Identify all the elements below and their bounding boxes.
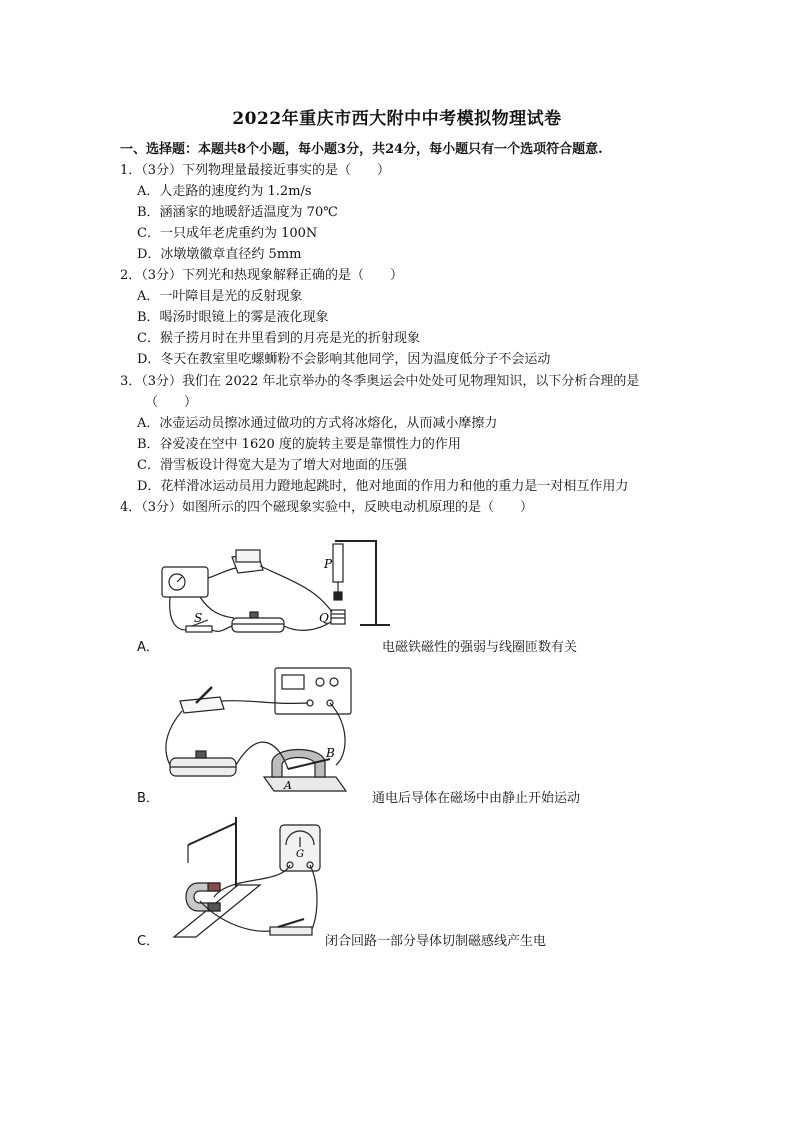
spring-scale-icon — [333, 544, 343, 582]
label-p: P — [324, 557, 333, 571]
q1-option-a: A．人走路的速度约为 1.2m/s — [137, 184, 312, 199]
q1-stem: 1．（3分）下列物理量最接近事实的是（ ） — [120, 163, 391, 178]
section-heading: 一、选择题：本题共8个小题，每小题3分，共24分，每小题只有一个选项符合题意. — [120, 142, 603, 157]
figure-c-caption: 闭合回路一部分导体切制磁感线产生电 — [325, 934, 547, 949]
figure-b-caption: 通电后导体在磁场中由静止开始运动 — [372, 791, 581, 806]
switch-icon — [186, 626, 212, 632]
galvanometer-icon — [280, 825, 320, 871]
q3-option-d: D．花样滑冰运动员用力蹬地起跳时，他对地面的作用力和他的重力是一对相互作用力 — [137, 479, 629, 494]
q1-option-b: B．涵涵家的地暖舒适温度为 70℃ — [137, 205, 338, 220]
q4-stem: 4．（3分）如图所示的四个磁现象实验中，反映电动机原理的是（ ） — [120, 500, 534, 515]
q1-option-c: C．一只成年老虎重约为 100N — [137, 226, 318, 241]
q3-stem-continued: （ ） — [145, 395, 198, 410]
q2-option-b: B．喝汤时眼镜上的雾是液化现象 — [137, 310, 329, 325]
q2-option-a: A．一叶障目是光的反射现象 — [137, 289, 303, 304]
label-b: B — [326, 746, 335, 760]
switch-icon — [180, 697, 224, 713]
magnet-base-icon — [264, 777, 346, 791]
q3-option-a: A．冰壶运动员擦冰通过做功的方式将冰熔化，从而减小摩擦力 — [137, 416, 498, 431]
figure-b-motor-principle — [160, 665, 360, 795]
q2-option-c: C．猴子捞月时在井里看到的月亮是光的折射现象 — [137, 331, 420, 346]
q3-stem: 3．（3分）我们在 2022 年北京举办的冬季奥运会中处处可见物理知识，以下分析合理的是 — [120, 374, 640, 389]
label-a: A — [284, 779, 292, 792]
label-g: G — [296, 849, 304, 860]
figure-b-letter: B． — [137, 791, 159, 806]
figure-a-caption: 电磁铁磁性的强弱与线圈匝数有关 — [382, 640, 578, 655]
stand-icon — [188, 823, 236, 845]
electromagnet-icon — [331, 610, 345, 624]
q2-option-d: D．冬天在教室里吃螺蛳粉不会影响其他同学，因为温度低分子不会运动 — [137, 352, 551, 367]
figure-a-letter: A． — [137, 640, 159, 655]
rheostat-icon — [232, 618, 284, 632]
q2-stem: 2．（3分）下列光和热现象解释正确的是（ ） — [120, 268, 404, 283]
magnet-icon — [272, 750, 325, 778]
figure-c-letter: C． — [137, 934, 160, 949]
figure-a-electromagnet — [150, 530, 390, 645]
switch-icon — [270, 927, 312, 935]
exam-title: 2022年重庆市西大附中中考模拟物理试卷 — [232, 109, 562, 129]
q3-option-c: C．滑雪板设计得宽大是为了增大对地面的压强 — [137, 458, 407, 473]
label-q: Q — [319, 611, 329, 625]
label-s: S — [194, 611, 203, 625]
q1-option-d: D．冰墩墩徽章直径约 5mm — [137, 247, 302, 262]
figure-c-induction — [160, 815, 330, 945]
q3-option-b: B．谷爱凌在空中 1620 度的旋转主要是靠惯性力的作用 — [137, 437, 461, 452]
